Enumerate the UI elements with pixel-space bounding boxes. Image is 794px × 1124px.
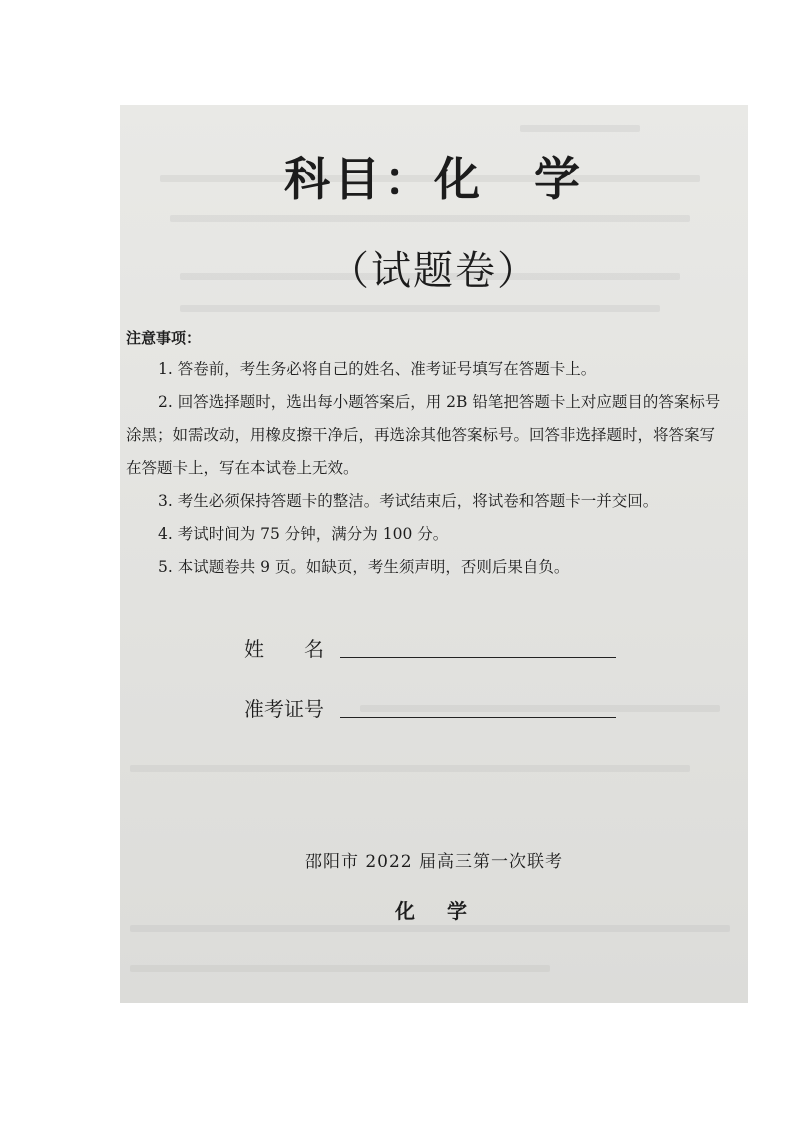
notes-list xyxy=(126,353,726,584)
name-field[interactable] xyxy=(244,633,338,662)
bleed-through-line xyxy=(130,925,730,932)
subject-title: 科目：化 学 xyxy=(284,152,584,206)
bleed-through-line xyxy=(360,705,720,712)
name-underline xyxy=(340,657,616,658)
exam-cover-page xyxy=(120,105,748,1003)
name-label: 姓 名 xyxy=(244,637,324,661)
note-item: 3. 考生必须保持答题卡的整洁。考试结束后，将试卷和答题卡一并交回。 xyxy=(158,492,659,510)
bleed-through-line xyxy=(180,305,660,312)
bleed-through-line xyxy=(170,215,690,222)
admission-number-label: 准考证号 xyxy=(244,697,324,721)
note-item: 5. 本试题卷共 9 页。如缺页，考生须声明，否则后果自负。 xyxy=(158,558,570,576)
bleed-through-line xyxy=(130,765,690,772)
exam-name: 邵阳市 2022 届高三第一次联考 xyxy=(304,852,564,872)
notes-heading: 注意事项： xyxy=(126,329,202,347)
bleed-through-line xyxy=(130,965,550,972)
admission-number-underline xyxy=(340,717,616,718)
footer-subject: 化 学 xyxy=(395,899,473,923)
note-item: 4. 考试时间为 75 分钟，满分为 100 分。 xyxy=(158,525,449,543)
note-item: 2. 回答选择题时，选出每小题答案后，用 2B 铅笔把答题卡上对应题目的答案标号涂黑；如需改动，用橡皮擦干净后，再选涂其他答案标号。回答非选择题时，将答案写在答题卡上，写在本试卷上无效。 xyxy=(126,393,721,477)
paper-subtitle: （试题卷） xyxy=(329,248,539,294)
admission-number-field[interactable] xyxy=(244,693,338,722)
note-item: 1. 答卷前，考生务必将自己的姓名、准考证号填写在答题卡上。 xyxy=(158,360,597,378)
bleed-through-line xyxy=(520,125,640,132)
